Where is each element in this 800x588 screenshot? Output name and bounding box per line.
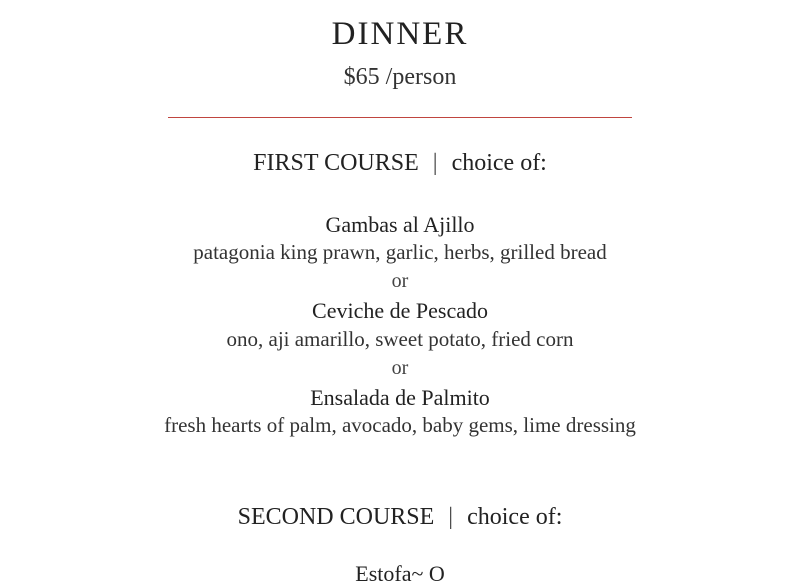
- first-course-heading: [0, 148, 800, 178]
- dish-name-partial: Estofa~ O: [355, 561, 445, 586]
- dish-name-gambas: Gambas al Ajillo: [325, 212, 475, 237]
- course-name: SECOND COURSE: [237, 504, 435, 530]
- course-choice-label: choice of:: [451, 150, 547, 176]
- menu-title: DINNER: [331, 16, 469, 52]
- second-course-heading: [0, 502, 800, 532]
- dish-description-ceviche: ono, aji amarillo, sweet potato, fried corn: [226, 327, 574, 351]
- menu-price: $65 /person: [343, 64, 457, 90]
- dish-name-ceviche: Ceviche de Pescado: [312, 298, 488, 323]
- course-separator: |: [432, 150, 438, 176]
- or-separator: or: [391, 270, 409, 292]
- dish-description-ensalada: fresh hearts of palm, avocado, baby gems, lime dressing: [164, 413, 636, 437]
- dish-description-gambas: patagonia king prawn, garlic, herbs, grilled bread: [193, 240, 607, 264]
- course-separator: |: [448, 504, 454, 530]
- course-choice-label: choice of:: [467, 504, 563, 530]
- title-divider: [168, 117, 632, 118]
- course-name: FIRST COURSE: [253, 150, 419, 176]
- dish-name-ensalada: Ensalada de Palmito: [310, 385, 490, 410]
- or-separator: or: [391, 357, 409, 379]
